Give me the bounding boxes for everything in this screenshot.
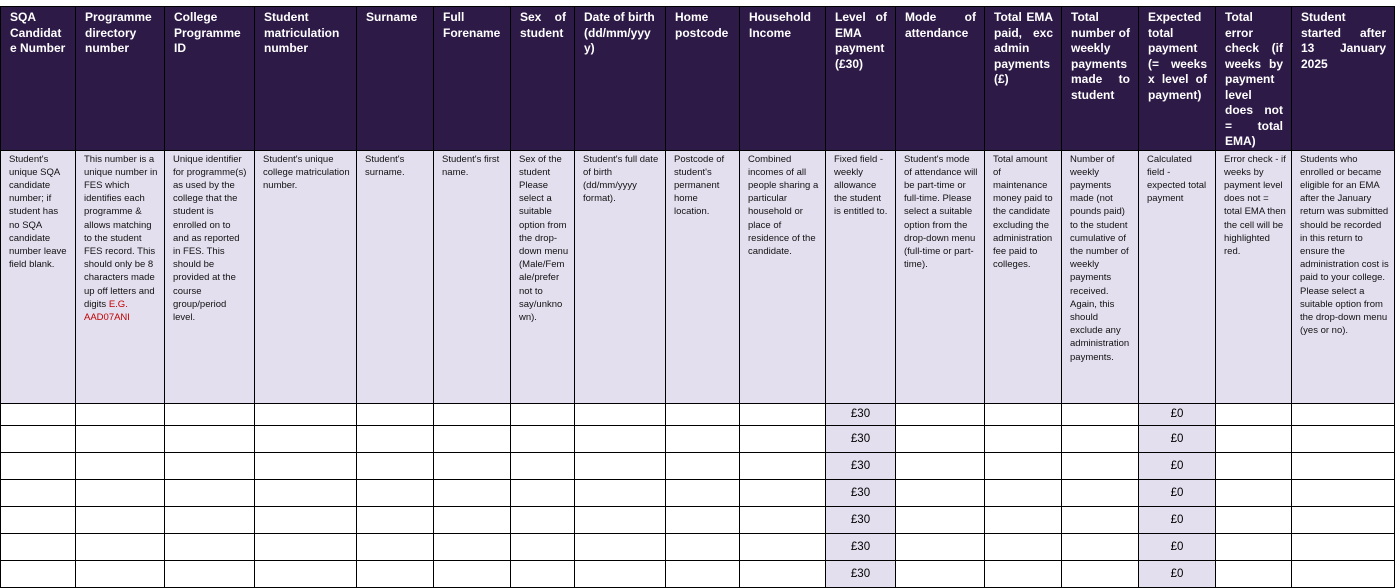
cell-student-started-after[interactable] xyxy=(1292,452,1395,479)
cell-sqa-candidate-number[interactable] xyxy=(1,452,76,479)
cell-college-programme-id[interactable] xyxy=(165,560,255,587)
description-household-income: Combined incomes of all people sharing a particular household or place of residence of the candidate. xyxy=(740,150,826,403)
header-sqa-candidate-number: SQA Candidate Number xyxy=(1,7,76,151)
example-code: E.G. AAD07ANI xyxy=(84,298,130,323)
cell-total-ema-paid[interactable] xyxy=(985,533,1062,560)
cell-full-forename[interactable] xyxy=(434,452,511,479)
cell-student-started-after[interactable] xyxy=(1292,506,1395,533)
cell-sqa-candidate-number[interactable] xyxy=(1,403,76,425)
cell-full-forename[interactable] xyxy=(434,479,511,506)
header-college-programme-id: College Programme ID xyxy=(165,7,255,151)
cell-date-of-birth[interactable] xyxy=(575,452,666,479)
table-row xyxy=(1,479,1395,506)
cell-total-ema-paid[interactable] xyxy=(985,452,1062,479)
cell-surname[interactable] xyxy=(357,452,434,479)
cell-total-weekly-payments[interactable] xyxy=(1062,403,1139,425)
cell-mode-of-attendance[interactable] xyxy=(896,452,985,479)
cell-sqa-candidate-number[interactable] xyxy=(1,506,76,533)
description-programme-directory-number xyxy=(76,150,165,403)
cell-total-error-check[interactable] xyxy=(1216,560,1292,587)
description-student-matriculation-number: Student's unique college matriculation number. xyxy=(255,150,357,403)
description-college-programme-id: Unique identifier for programme(s) as used by the college that the student is enrolled on to and as reported in FES. This should be provided at the course group/period level. xyxy=(165,150,255,403)
description-text: This number is a unique number in FES which identifies each programme & allows matching to the student FES record. This should only be 8 characters made up off letters and digits xyxy=(84,153,158,310)
cell-sex-of-student[interactable] xyxy=(511,506,575,533)
cell-programme-directory-number[interactable] xyxy=(76,403,165,425)
cell-college-programme-id[interactable] xyxy=(165,506,255,533)
cell-home-postcode[interactable] xyxy=(666,403,740,425)
cell-total-error-check[interactable] xyxy=(1216,533,1292,560)
cell-total-error-check[interactable] xyxy=(1216,506,1292,533)
header-full-forename: Full Forename xyxy=(434,7,511,151)
cell-date-of-birth[interactable] xyxy=(575,425,666,452)
header-expected-total-payment: Expected total payment (= weeks x level of payment) xyxy=(1139,7,1216,151)
description-sex-of-student: Sex of the student Please select a suitable option from the drop-down menu (Male/Female/prefer not to say/unknown). xyxy=(511,150,575,403)
cell-full-forename[interactable] xyxy=(434,425,511,452)
header-surname: Surname xyxy=(357,7,434,151)
header-home-postcode: Home postcode xyxy=(666,7,740,151)
cell-household-income[interactable] xyxy=(740,479,826,506)
cell-sqa-candidate-number[interactable] xyxy=(1,533,76,560)
cell-student-started-after[interactable] xyxy=(1292,560,1395,587)
description-mode-of-attendance: Student's mode of attendance will be part-time or full-time. Please select a suitable option from the drop-down menu (full-time or part-time). xyxy=(896,150,985,403)
description-total-error-check: Error check - if weeks by payment level does not = total EMA then the cell will be highlighted red. xyxy=(1216,150,1292,403)
cell-college-programme-id[interactable] xyxy=(165,479,255,506)
cell-mode-of-attendance[interactable] xyxy=(896,506,985,533)
cell-household-income[interactable] xyxy=(740,506,826,533)
header-sex-of-student: Sex of student xyxy=(511,7,575,151)
cell-programme-directory-number[interactable] xyxy=(76,452,165,479)
cell-home-postcode[interactable] xyxy=(666,506,740,533)
description-row xyxy=(1,150,1395,403)
cell-full-forename[interactable] xyxy=(434,506,511,533)
cell-sqa-candidate-number[interactable] xyxy=(1,560,76,587)
cell-programme-directory-number[interactable] xyxy=(76,533,165,560)
table-row xyxy=(1,425,1395,452)
description-expected-total-payment: Calculated field - expected total payment xyxy=(1139,150,1216,403)
cell-total-ema-paid[interactable] xyxy=(985,403,1062,425)
cell-full-forename[interactable] xyxy=(434,403,511,425)
cell-home-postcode[interactable] xyxy=(666,425,740,452)
cell-sex-of-student[interactable] xyxy=(511,403,575,425)
cell-total-error-check[interactable] xyxy=(1216,452,1292,479)
cell-level-of-ema-payment: £30 xyxy=(826,506,896,533)
cell-surname[interactable] xyxy=(357,425,434,452)
cell-student-started-after[interactable] xyxy=(1292,479,1395,506)
cell-surname[interactable] xyxy=(357,403,434,425)
description-sqa-candidate-number: Student's unique SQA candidate number; if student has no SQA candidate number leave field blank. xyxy=(1,150,76,403)
cell-expected-total-payment: £0 xyxy=(1139,479,1216,506)
cell-programme-directory-number[interactable] xyxy=(76,479,165,506)
cell-student-matriculation-number[interactable] xyxy=(255,452,357,479)
cell-sex-of-student[interactable] xyxy=(511,452,575,479)
cell-college-programme-id[interactable] xyxy=(165,452,255,479)
cell-programme-directory-number[interactable] xyxy=(76,560,165,587)
cell-student-matriculation-number[interactable] xyxy=(255,560,357,587)
cell-home-postcode[interactable] xyxy=(666,560,740,587)
cell-sqa-candidate-number[interactable] xyxy=(1,425,76,452)
cell-surname[interactable] xyxy=(357,560,434,587)
cell-college-programme-id[interactable] xyxy=(165,533,255,560)
cell-college-programme-id[interactable] xyxy=(165,425,255,452)
cell-level-of-ema-payment: £30 xyxy=(826,560,896,587)
description-full-forename: Student's first name. xyxy=(434,150,511,403)
description-home-postcode: Postcode of student's permanent home location. xyxy=(666,150,740,403)
header-level-of-ema-payment: Level of EMA payment (£30) xyxy=(826,7,896,151)
cell-mode-of-attendance[interactable] xyxy=(896,403,985,425)
cell-full-forename[interactable] xyxy=(434,533,511,560)
cell-household-income[interactable] xyxy=(740,403,826,425)
cell-level-of-ema-payment: £30 xyxy=(826,479,896,506)
cell-sex-of-student[interactable] xyxy=(511,560,575,587)
cell-home-postcode[interactable] xyxy=(666,479,740,506)
cell-surname[interactable] xyxy=(357,479,434,506)
cell-total-ema-paid[interactable] xyxy=(985,506,1062,533)
cell-date-of-birth[interactable] xyxy=(575,403,666,425)
cell-sex-of-student[interactable] xyxy=(511,425,575,452)
cell-student-matriculation-number[interactable] xyxy=(255,403,357,425)
description-surname: Student's surname. xyxy=(357,150,434,403)
cell-student-started-after[interactable] xyxy=(1292,533,1395,560)
cell-home-postcode[interactable] xyxy=(666,452,740,479)
cell-student-matriculation-number[interactable] xyxy=(255,425,357,452)
cell-date-of-birth[interactable] xyxy=(575,506,666,533)
cell-expected-total-payment: £0 xyxy=(1139,560,1216,587)
cell-total-ema-paid[interactable] xyxy=(985,425,1062,452)
header-total-ema-paid: Total EMA paid, exc admin payments (£) xyxy=(985,7,1062,151)
cell-total-weekly-payments[interactable] xyxy=(1062,533,1139,560)
cell-student-started-after[interactable] xyxy=(1292,403,1395,425)
cell-mode-of-attendance[interactable] xyxy=(896,560,985,587)
cell-surname[interactable] xyxy=(357,506,434,533)
cell-household-income[interactable] xyxy=(740,452,826,479)
table-row xyxy=(1,452,1395,479)
description-total-ema-paid: Total amount of maintenance money paid to the candidate excluding the administration fee paid to colleges. xyxy=(985,150,1062,403)
cell-date-of-birth[interactable] xyxy=(575,533,666,560)
cell-mode-of-attendance[interactable] xyxy=(896,533,985,560)
cell-sex-of-student[interactable] xyxy=(511,533,575,560)
cell-date-of-birth[interactable] xyxy=(575,479,666,506)
cell-total-weekly-payments[interactable] xyxy=(1062,425,1139,452)
header-total-error-check: Total error check (if weeks by payment level does not = total EMA) xyxy=(1216,7,1292,151)
cell-total-ema-paid[interactable] xyxy=(985,479,1062,506)
cell-student-started-after[interactable] xyxy=(1292,425,1395,452)
cell-total-weekly-payments[interactable] xyxy=(1062,452,1139,479)
cell-level-of-ema-payment: £30 xyxy=(826,425,896,452)
cell-mode-of-attendance[interactable] xyxy=(896,479,985,506)
cell-total-weekly-payments[interactable] xyxy=(1062,560,1139,587)
cell-student-matriculation-number[interactable] xyxy=(255,506,357,533)
cell-home-postcode[interactable] xyxy=(666,533,740,560)
description-student-started-after: Students who enrolled or became eligible for an EMA after the January return was submitted should be recorded in this return to ensure the administration cost is paid to your college. Please select a suitable option from the drop-down menu (yes or no). xyxy=(1292,150,1395,403)
table-row xyxy=(1,403,1395,425)
cell-total-weekly-payments[interactable] xyxy=(1062,506,1139,533)
header-date-of-birth: Date of birth (dd/mm/yyyy) xyxy=(575,7,666,151)
table-row xyxy=(1,560,1395,587)
table-row xyxy=(1,533,1395,560)
cell-total-weekly-payments[interactable] xyxy=(1062,479,1139,506)
cell-full-forename[interactable] xyxy=(434,560,511,587)
cell-total-error-check[interactable] xyxy=(1216,479,1292,506)
description-total-weekly-payments: Number of weekly payments made (not pounds paid) to the student cumulative of the number of weekly payments received. Again, this should exclude any administration payments. xyxy=(1062,150,1139,403)
header-student-started-after: Student started after 13 January 2025 xyxy=(1292,7,1395,151)
cell-total-error-check[interactable] xyxy=(1216,403,1292,425)
cell-programme-directory-number[interactable] xyxy=(76,425,165,452)
data-rows xyxy=(1,403,1395,587)
cell-programme-directory-number[interactable] xyxy=(76,506,165,533)
cell-expected-total-payment: £0 xyxy=(1139,452,1216,479)
cell-level-of-ema-payment: £30 xyxy=(826,452,896,479)
cell-expected-total-payment: £0 xyxy=(1139,403,1216,425)
cell-household-income[interactable] xyxy=(740,425,826,452)
header-row xyxy=(1,7,1395,151)
header-household-income: Household Income xyxy=(740,7,826,151)
cell-college-programme-id[interactable] xyxy=(165,403,255,425)
cell-student-matriculation-number[interactable] xyxy=(255,533,357,560)
description-level-of-ema-payment: Fixed field - weekly allowance the student is entitled to. xyxy=(826,150,896,403)
cell-level-of-ema-payment: £30 xyxy=(826,533,896,560)
cell-expected-total-payment: £0 xyxy=(1139,533,1216,560)
header-programme-directory-number: Programme directory number xyxy=(76,7,165,151)
cell-mode-of-attendance[interactable] xyxy=(896,425,985,452)
cell-level-of-ema-payment: £30 xyxy=(826,403,896,425)
header-total-weekly-payments: Total number of weekly payments made to student xyxy=(1062,7,1139,151)
ema-return-table xyxy=(0,6,1395,588)
cell-date-of-birth[interactable] xyxy=(575,560,666,587)
cell-sex-of-student[interactable] xyxy=(511,479,575,506)
header-student-matriculation-number: Student matriculation number xyxy=(255,7,357,151)
cell-surname[interactable] xyxy=(357,533,434,560)
cell-total-error-check[interactable] xyxy=(1216,425,1292,452)
description-date-of-birth: Student's full date of birth (dd/mm/yyyy format). xyxy=(575,150,666,403)
cell-household-income[interactable] xyxy=(740,533,826,560)
cell-student-matriculation-number[interactable] xyxy=(255,479,357,506)
cell-expected-total-payment: £0 xyxy=(1139,506,1216,533)
header-mode-of-attendance: Mode of attendance xyxy=(896,7,985,151)
cell-expected-total-payment: £0 xyxy=(1139,425,1216,452)
cell-total-ema-paid[interactable] xyxy=(985,560,1062,587)
cell-household-income[interactable] xyxy=(740,560,826,587)
table-row xyxy=(1,506,1395,533)
cell-sqa-candidate-number[interactable] xyxy=(1,479,76,506)
